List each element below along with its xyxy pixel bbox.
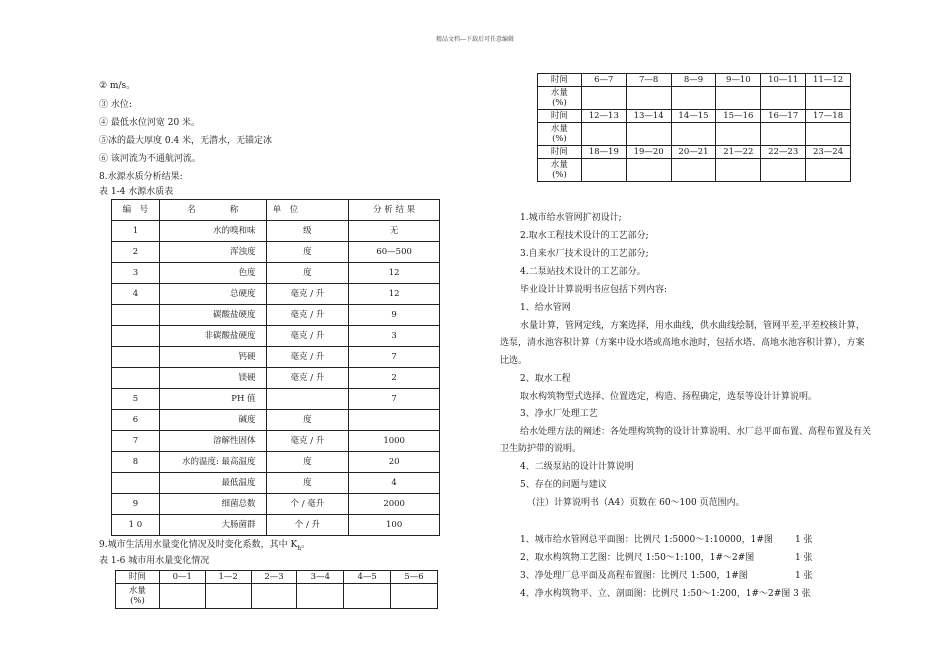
- water-cell: [581, 159, 626, 182]
- cell-id: 1: [112, 221, 160, 242]
- time-cell: 4—5: [344, 571, 391, 584]
- cell-name: 大肠菌群: [159, 515, 266, 536]
- water-cell: [626, 159, 671, 182]
- cell-unit: 毫克 / 升: [266, 305, 349, 326]
- para: 2.取水工程技术设计的工艺部分;: [520, 231, 649, 241]
- table-row: [112, 242, 440, 263]
- cell-result: 20: [349, 452, 440, 473]
- header-cell: 名 称: [159, 200, 266, 221]
- cell-unit: 度: [266, 263, 349, 284]
- time-cell: 20—21: [671, 146, 716, 159]
- time-cell: 17—18: [806, 110, 851, 123]
- cell-result: 无: [349, 221, 440, 242]
- time-row: [538, 74, 851, 87]
- cell-id: 9: [112, 494, 160, 515]
- cell-name: 水的嗅和味: [159, 221, 266, 242]
- water-cell: [671, 87, 716, 110]
- cell-id: [112, 305, 160, 326]
- cell-result: 7: [349, 389, 440, 410]
- para: 卫生防护带的说明。: [500, 444, 582, 454]
- time-cell: 7—8: [626, 74, 671, 87]
- cell-name: 最低温度: [159, 473, 266, 494]
- cell-result: 12: [349, 284, 440, 305]
- time-cell: 23—24: [806, 146, 851, 159]
- cell-id: [112, 326, 160, 347]
- time-cell: 16—17: [761, 110, 806, 123]
- drawing-count: 1 张: [795, 553, 813, 563]
- page-header: 精品文档---下载后可任意编辑: [435, 36, 515, 43]
- table-row: [112, 431, 440, 452]
- drawing-item: 4、净水构筑物平、立、剖面图：比例尺 1:50～1:200，1#～2#图 3 张: [520, 589, 811, 599]
- time-cell: 2—3: [251, 571, 297, 584]
- cell-id: 6: [112, 410, 160, 431]
- header-cell: 编 号: [112, 200, 160, 221]
- table-row: [112, 494, 440, 515]
- water-cell: [344, 584, 391, 609]
- cell-unit: 度: [266, 242, 349, 263]
- water-cell: [806, 159, 851, 182]
- table2-caption: 表 1-6 城市用水量变化情况: [99, 556, 210, 566]
- water-cell: [761, 159, 806, 182]
- para: 选泵，清水池容积计算（方案中设水塔或高地水池时，包括水塔、高地水池容积计算），方案: [500, 338, 865, 348]
- time-cell: 10—11: [761, 74, 806, 87]
- note-9-subscript: h: [297, 544, 302, 552]
- table-row: [112, 473, 440, 494]
- time-cell: 1—2: [205, 571, 251, 584]
- table-row: [112, 347, 440, 368]
- cell-name: 水的温度: 最高温度: [159, 452, 266, 473]
- table-caption: 表 1-4 水源水质表: [99, 187, 174, 197]
- table-row: [112, 368, 440, 389]
- cell-id: 5: [112, 389, 160, 410]
- time-label: 时间: [538, 110, 582, 123]
- cell-unit: 个 / 升: [266, 515, 349, 536]
- cell-result: 60—500: [349, 242, 440, 263]
- water-label: 水量 (%): [116, 584, 160, 609]
- drawing-count: 1 张: [795, 535, 813, 545]
- para: 水量计算，管网定线，方案选择，用水曲线，供水曲线绘制，管网平差,平差校核计算，: [520, 321, 865, 331]
- cell-unit: 个 / 毫升: [266, 494, 349, 515]
- water-cell: [806, 87, 851, 110]
- water-row: [116, 584, 438, 609]
- table-row: [112, 326, 440, 347]
- cell-id: 7: [112, 431, 160, 452]
- water-row: [538, 159, 851, 182]
- cell-id: 8: [112, 452, 160, 473]
- water-cell: [716, 159, 761, 182]
- water-cell: [205, 584, 251, 609]
- note-9-text: 9.城市生活用水量变化情况及时变化系数，其中 K: [99, 540, 298, 550]
- water-label: 水量 (%): [538, 123, 582, 146]
- time-cell: 9—10: [716, 74, 761, 87]
- line-8: 8.水源水质分析结果:: [99, 172, 183, 182]
- cell-name: 碳酸盐硬度: [159, 305, 266, 326]
- water-cell: [251, 584, 297, 609]
- header-cell: 单 位: [266, 200, 349, 221]
- cell-id: 4: [112, 284, 160, 305]
- header-cell: 分 析 结 果: [349, 200, 440, 221]
- water-cell: [761, 123, 806, 146]
- water-cell: [391, 584, 438, 609]
- hourly-water-table-2: [537, 73, 851, 182]
- water-cell: [671, 159, 716, 182]
- drawing-item: 1、城市给水管网总平面图：比例尺 1:5000～1:10000，1#图: [520, 535, 773, 545]
- cell-unit: 度: [266, 410, 349, 431]
- cell-unit: 毫克 / 升: [266, 326, 349, 347]
- cell-result: 2000: [349, 494, 440, 515]
- cell-unit: 毫克 / 升: [266, 368, 349, 389]
- cell-id: 3: [112, 263, 160, 284]
- table-row: [112, 263, 440, 284]
- water-label: 水量 (%): [538, 87, 582, 110]
- cell-name: 钙硬: [159, 347, 266, 368]
- water-cell: [626, 87, 671, 110]
- table-row: [112, 452, 440, 473]
- table-row: [112, 284, 440, 305]
- line-4: ④ 最低水位河宽 20 米。: [99, 118, 201, 128]
- drawing-item: 3、净处理厂总平面及高程布置图：比例尺 1:500，1#图: [520, 571, 748, 581]
- time-row: [538, 146, 851, 159]
- water-row: [538, 87, 851, 110]
- cell-unit: [266, 389, 349, 410]
- time-cell: 21—22: [716, 146, 761, 159]
- cell-name: 色度: [159, 263, 266, 284]
- para: 给水处理方法的阐述：各处理构筑物的设计计算说明、水厂总平面布置、高程布置及有关: [520, 427, 872, 437]
- water-cell: [581, 123, 626, 146]
- table-row: [112, 410, 440, 431]
- cell-unit: 度: [266, 473, 349, 494]
- table-row: [112, 305, 440, 326]
- note-9-end: 。: [301, 540, 311, 550]
- cell-unit: 度: [266, 452, 349, 473]
- water-cell: [626, 123, 671, 146]
- time-cell: 0—1: [159, 571, 205, 584]
- cell-result: 2: [349, 368, 440, 389]
- cell-unit: 级: [266, 221, 349, 242]
- line-6: ⑥ 该河流为不通航河流。: [99, 154, 201, 164]
- section-heading: 3、净水厂处理工艺: [520, 409, 598, 419]
- time-label: 时间: [538, 74, 582, 87]
- line-2: ② m/s。: [99, 81, 136, 91]
- para: 1.城市给水管网扩初设计;: [520, 213, 622, 223]
- time-cell: 14—15: [671, 110, 716, 123]
- cell-name: 碱度: [159, 410, 266, 431]
- cell-id: [112, 473, 160, 494]
- time-cell: 15—16: [716, 110, 761, 123]
- line-5: ⑤冰的最大厚度 0.4 米，无潜水，无锚定冰: [99, 136, 273, 146]
- table-row: [112, 389, 440, 410]
- time-cell: 5—6: [391, 571, 438, 584]
- cell-unit: 毫克 / 升: [266, 431, 349, 452]
- line-3: ③ 水位:: [99, 100, 132, 110]
- cell-result: 100: [349, 515, 440, 536]
- cell-id: [112, 368, 160, 389]
- water-cell: [806, 123, 851, 146]
- water-cell: [761, 87, 806, 110]
- cell-id: 1 0: [112, 515, 160, 536]
- cell-result: 4: [349, 473, 440, 494]
- cell-result: 3: [349, 326, 440, 347]
- table-header-row: [112, 200, 440, 221]
- time-label: 时间: [116, 571, 160, 584]
- time-cell: 13—14: [626, 110, 671, 123]
- cell-name: 浑浊度: [159, 242, 266, 263]
- section-heading: 2、取水工程: [520, 374, 571, 384]
- water-row: [538, 123, 851, 146]
- water-cell: [581, 87, 626, 110]
- time-cell: 19—20: [626, 146, 671, 159]
- cell-unit: 毫克 / 升: [266, 347, 349, 368]
- cell-id: 2: [112, 242, 160, 263]
- para: 比选。: [500, 356, 528, 366]
- para: 毕业设计计算说明书应包括下列内容:: [520, 285, 668, 295]
- drawing-item: 2、取水构筑物工艺图：比例尺 1:50～1:100，1#～2#图: [520, 553, 755, 563]
- hourly-water-table-1: [115, 570, 438, 609]
- note: （注）计算说明书（A4）页数在 60～100 页范围内。: [527, 498, 745, 508]
- cell-result: [349, 410, 440, 431]
- time-cell: 6—7: [581, 74, 626, 87]
- section-heading: 1、给水管网: [520, 303, 571, 313]
- water-cell: [297, 584, 344, 609]
- time-cell: 22—23: [761, 146, 806, 159]
- time-row: [538, 110, 851, 123]
- cell-name: PH 值: [159, 389, 266, 410]
- cell-result: 9: [349, 305, 440, 326]
- cell-result: 12: [349, 263, 440, 284]
- cell-result: 1000: [349, 431, 440, 452]
- table-row: [112, 221, 440, 242]
- cell-unit: 毫克 / 升: [266, 284, 349, 305]
- time-cell: 12—13: [581, 110, 626, 123]
- time-cell: 11—12: [806, 74, 851, 87]
- time-row: [116, 571, 438, 584]
- water-cell: [716, 123, 761, 146]
- cell-name: 非碳酸盐硬度: [159, 326, 266, 347]
- para: 4.二泵站技术设计的工艺部分。: [520, 267, 646, 277]
- time-cell: 18—19: [581, 146, 626, 159]
- time-cell: 8—9: [671, 74, 716, 87]
- cell-name: 溶解性固体: [159, 431, 266, 452]
- drawing-count: 1 张: [795, 571, 813, 581]
- water-cell: [671, 123, 716, 146]
- table-row: [112, 515, 440, 536]
- water-cell: [716, 87, 761, 110]
- water-quality-table: [111, 199, 440, 536]
- cell-id: [112, 347, 160, 368]
- section-heading: 4、二级泵站的设计计算说明: [520, 462, 634, 472]
- cell-name: 总硬度: [159, 284, 266, 305]
- section-heading: 5、存在的问题与建议: [520, 480, 607, 490]
- time-label: 时间: [538, 146, 582, 159]
- time-cell: 3—4: [297, 571, 344, 584]
- note-9: [99, 539, 310, 555]
- cell-name: 细菌总数: [159, 494, 266, 515]
- cell-name: 镁硬: [159, 368, 266, 389]
- para: 取水构筑物型式选择、位置选定，构造、扬程确定，选泵等设计计算说明。: [520, 392, 818, 402]
- cell-result: 7: [349, 347, 440, 368]
- water-label: 水量 (%): [538, 159, 582, 182]
- water-cell: [159, 584, 205, 609]
- para: 3.自来水厂技术设计的工艺部分;: [520, 249, 649, 259]
